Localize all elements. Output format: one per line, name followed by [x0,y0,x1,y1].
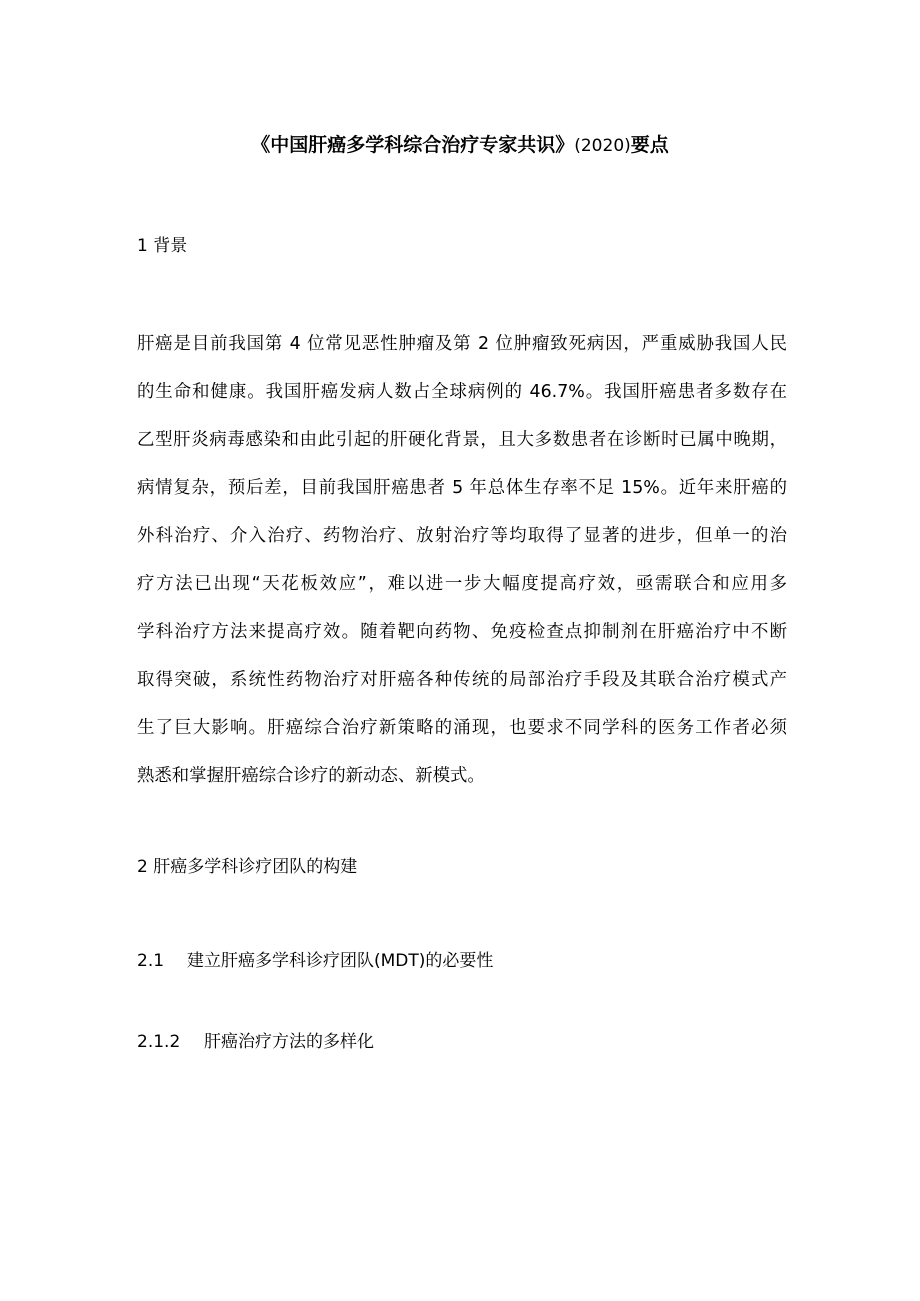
paragraph-line: 外科治疗、介入治疗、药物治疗、放射治疗等均取得了显著的进步，但单一的治 [137,526,787,546]
subsection-text: 肝癌治疗方法的多样化 [204,1032,374,1052]
background-paragraph [137,320,787,800]
paragraph-line: 生了巨大影响。肝癌综合治疗新策略的涌现，也要求不同学科的医务工作者必须 [137,718,787,738]
subsection-number: 2.1.2 [137,1032,181,1052]
subsection-heading-2-1-2 [137,1027,374,1052]
paragraph-line: 的生命和健康。我国肝癌发病人数占全球病例的 46.7%。我国肝癌患者多数存在 [137,382,787,402]
subsection-text: 建立肝癌多学科诊疗团队(MDT)的必要性 [187,951,494,971]
section-heading-background: 1 背景 [137,236,188,256]
paragraph-line: 疗方法已出现“天花板效应”，难以进一步大幅度提高疗效，亟需联合和应用多 [137,574,787,594]
subsection-number: 2.1 [137,951,165,971]
title-year: (2020) [574,136,631,156]
paragraph-line: 肝癌是目前我国第 4 位常见恶性肿瘤及第 2 位肿瘤致死病因，严重威胁我国人民 [137,334,787,354]
subsection-heading-2-1 [137,946,493,971]
title-main: 《中国肝癌多学科综合治疗专家共识》 [251,134,575,156]
paragraph-line: 学科治疗方法来提高疗效。随着靶向药物、免疫检查点抑制剂在肝癌治疗中不断 [137,622,787,642]
paragraph-line: 病情复杂，预后差，目前我国肝癌患者 5 年总体生存率不足 15%。近年来肝癌的 [137,478,787,498]
paragraph-line: 乙型肝炎病毒感染和由此引起的肝硬化背景，且大多数患者在诊断时已属中晚期， [137,430,787,450]
section-heading-mdt: 2 肝癌多学科诊疗团队的构建 [137,857,358,877]
paragraph-line: 取得突破，系统性药物治疗对肝癌各种传统的局部治疗手段及其联合治疗模式产 [137,670,787,690]
title-suffix: 要点 [630,134,669,156]
paragraph-line: 熟悉和掌握肝癌综合诊疗的新动态、新模式。 [137,766,485,786]
document-title [0,130,920,157]
